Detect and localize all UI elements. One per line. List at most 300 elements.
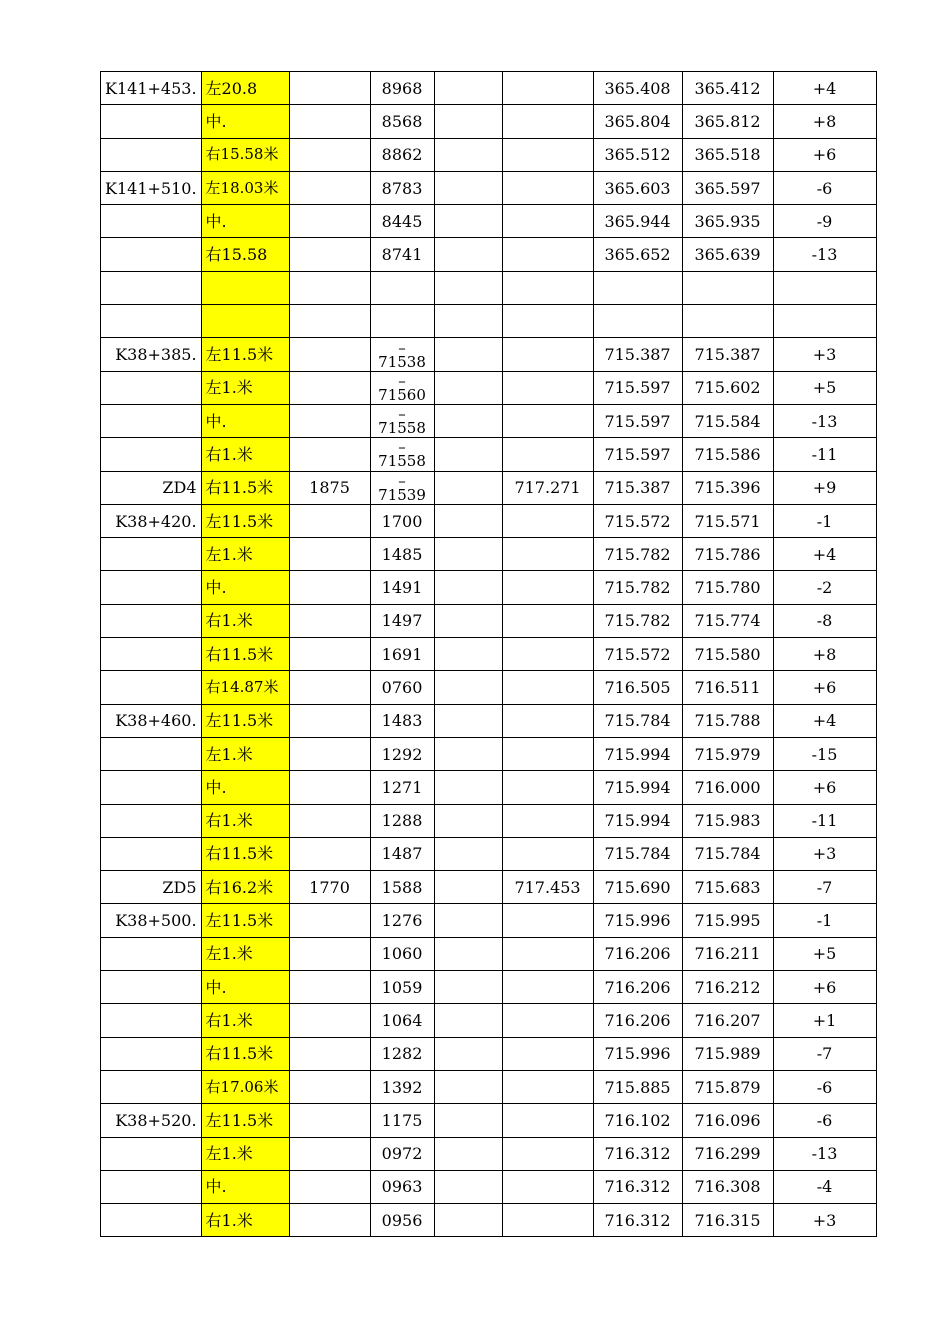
backsight-cell [289, 937, 370, 970]
backsight-cell [289, 1104, 370, 1137]
design-elevation-cell: 716.312 [593, 1204, 682, 1237]
design-elevation-cell: 715.994 [593, 804, 682, 837]
design-elevation-cell: 716.505 [593, 671, 682, 704]
blank-cell [434, 138, 502, 171]
measured-elevation-cell: 715.784 [682, 837, 773, 870]
instrument-height-cell [502, 504, 593, 537]
reading-value: 71560 [378, 385, 426, 404]
blank-cell [434, 1104, 502, 1137]
backsight-cell [289, 837, 370, 870]
measured-elevation-cell [682, 305, 773, 338]
table-row [101, 305, 877, 338]
position-cell: 左11.5米 [201, 704, 289, 737]
position-cell: 左1.米 [201, 937, 289, 970]
backsight-cell [289, 1004, 370, 1037]
station-cell: K38+460. [101, 704, 202, 737]
table-row [101, 438, 877, 471]
backsight-cell [289, 971, 370, 1004]
instrument-height-cell [502, 171, 593, 204]
blank-cell [434, 638, 502, 671]
difference-cell: -6 [773, 171, 876, 204]
table-row [101, 1170, 877, 1203]
table-row [101, 804, 877, 837]
measured-elevation-cell: 715.774 [682, 604, 773, 637]
table-row [101, 671, 877, 704]
reading-cell: 1485 [370, 538, 434, 571]
measured-elevation-cell: 365.597 [682, 171, 773, 204]
station-cell: ZD5 [101, 871, 202, 904]
reading-cell [370, 438, 434, 471]
difference-cell [773, 271, 876, 304]
measured-elevation-cell: 365.639 [682, 238, 773, 271]
design-elevation-cell: 715.690 [593, 871, 682, 904]
position-cell: 中. [201, 771, 289, 804]
table-row [101, 837, 877, 870]
blank-cell [434, 704, 502, 737]
blank-cell [434, 504, 502, 537]
instrument-height-cell [502, 271, 593, 304]
station-cell [101, 371, 202, 404]
minus-sign: – [398, 371, 406, 390]
station-cell: K38+420. [101, 504, 202, 537]
design-elevation-cell: 716.206 [593, 937, 682, 970]
reading-cell: 1175 [370, 1104, 434, 1137]
position-cell: 右11.5米 [201, 471, 289, 504]
design-elevation-cell: 715.782 [593, 571, 682, 604]
position-cell: 右11.5米 [201, 837, 289, 870]
table-row [101, 72, 877, 105]
difference-cell: +4 [773, 72, 876, 105]
table-row [101, 338, 877, 371]
table-row [101, 1070, 877, 1103]
instrument-height-cell [502, 671, 593, 704]
position-cell [201, 305, 289, 338]
design-elevation-cell: 716.312 [593, 1137, 682, 1170]
measured-elevation-cell: 715.979 [682, 737, 773, 770]
blank-cell [434, 1070, 502, 1103]
design-elevation-cell: 715.885 [593, 1070, 682, 1103]
instrument-height-cell [502, 571, 593, 604]
reading-cell [370, 471, 434, 504]
station-cell [101, 138, 202, 171]
station-cell: K38+500. [101, 904, 202, 937]
measured-elevation-cell: 365.412 [682, 72, 773, 105]
backsight-cell [289, 538, 370, 571]
reading-cell: 8783 [370, 171, 434, 204]
instrument-height-cell [502, 937, 593, 970]
blank-cell [434, 1204, 502, 1237]
backsight-cell [289, 571, 370, 604]
difference-cell: -7 [773, 1037, 876, 1070]
position-cell: 右16.2米 [201, 871, 289, 904]
difference-cell: -13 [773, 238, 876, 271]
blank-cell [434, 271, 502, 304]
table-row [101, 138, 877, 171]
difference-cell: -8 [773, 604, 876, 637]
measured-elevation-cell: 365.935 [682, 205, 773, 238]
blank-cell [434, 1170, 502, 1203]
instrument-height-cell [502, 904, 593, 937]
station-cell: K38+385. [101, 338, 202, 371]
position-cell: 右1.米 [201, 604, 289, 637]
backsight-cell [289, 771, 370, 804]
blank-cell [434, 471, 502, 504]
station-cell [101, 638, 202, 671]
position-cell: 中. [201, 404, 289, 437]
measured-elevation-cell: 715.780 [682, 571, 773, 604]
blank-cell [434, 404, 502, 437]
design-elevation-cell: 715.784 [593, 837, 682, 870]
design-elevation-cell: 715.996 [593, 904, 682, 937]
station-cell [101, 1004, 202, 1037]
reading-cell: 1487 [370, 837, 434, 870]
instrument-height-cell [502, 238, 593, 271]
difference-cell: +3 [773, 1204, 876, 1237]
station-cell [101, 1137, 202, 1170]
table-row [101, 538, 877, 571]
backsight-cell [289, 138, 370, 171]
position-cell: 中. [201, 105, 289, 138]
position-cell: 右1.米 [201, 1204, 289, 1237]
reading-cell: 0972 [370, 1137, 434, 1170]
reading-cell: 8862 [370, 138, 434, 171]
measured-elevation-cell: 715.788 [682, 704, 773, 737]
station-cell [101, 1037, 202, 1070]
blank-cell [434, 804, 502, 837]
reading-cell [370, 371, 434, 404]
station-cell [101, 771, 202, 804]
measured-elevation-cell: 715.683 [682, 871, 773, 904]
backsight-cell: 1875 [289, 471, 370, 504]
reading-cell [370, 271, 434, 304]
instrument-height-cell [502, 538, 593, 571]
backsight-cell [289, 638, 370, 671]
table-row [101, 1004, 877, 1037]
table-row [101, 471, 877, 504]
backsight-cell: 1770 [289, 871, 370, 904]
difference-cell: -11 [773, 804, 876, 837]
measured-elevation-cell: 715.586 [682, 438, 773, 471]
difference-cell: -6 [773, 1070, 876, 1103]
instrument-height-cell [502, 1004, 593, 1037]
position-cell: 左11.5米 [201, 338, 289, 371]
difference-cell: -9 [773, 205, 876, 238]
station-cell [101, 971, 202, 1004]
station-cell [101, 837, 202, 870]
difference-cell: -11 [773, 438, 876, 471]
instrument-height-cell [502, 72, 593, 105]
difference-cell: +4 [773, 704, 876, 737]
station-cell [101, 105, 202, 138]
blank-cell [434, 438, 502, 471]
table-row [101, 1104, 877, 1137]
station-cell [101, 671, 202, 704]
position-cell: 右17.06米 [201, 1070, 289, 1103]
difference-cell: +6 [773, 671, 876, 704]
design-elevation-cell: 716.206 [593, 971, 682, 1004]
measured-elevation-cell: 715.995 [682, 904, 773, 937]
station-cell [101, 1070, 202, 1103]
measured-elevation-cell: 715.879 [682, 1070, 773, 1103]
minus-sign: – [398, 405, 406, 424]
reading-cell: 0956 [370, 1204, 434, 1237]
instrument-height-cell [502, 1104, 593, 1137]
measured-elevation-cell: 365.518 [682, 138, 773, 171]
reading-cell: 1700 [370, 504, 434, 537]
minus-sign: – [398, 338, 406, 357]
instrument-height-cell [502, 737, 593, 770]
position-cell: 左11.5米 [201, 504, 289, 537]
design-elevation-cell: 715.597 [593, 438, 682, 471]
backsight-cell [289, 305, 370, 338]
station-cell [101, 305, 202, 338]
backsight-cell [289, 438, 370, 471]
instrument-height-cell [502, 205, 593, 238]
instrument-height-cell [502, 138, 593, 171]
station-cell: K141+453. [101, 72, 202, 105]
reading-cell: 1691 [370, 638, 434, 671]
design-elevation-cell: 715.996 [593, 1037, 682, 1070]
backsight-cell [289, 737, 370, 770]
reading-cell: 1491 [370, 571, 434, 604]
instrument-height-cell [502, 1070, 593, 1103]
blank-cell [434, 1037, 502, 1070]
design-elevation-cell: 715.994 [593, 737, 682, 770]
instrument-height-cell: 717.271 [502, 471, 593, 504]
station-cell [101, 1204, 202, 1237]
reading-cell: 1588 [370, 871, 434, 904]
station-cell [101, 438, 202, 471]
table-row [101, 737, 877, 770]
difference-cell: +3 [773, 837, 876, 870]
difference-cell: +6 [773, 138, 876, 171]
position-cell: 中. [201, 1170, 289, 1203]
measured-elevation-cell: 715.580 [682, 638, 773, 671]
measured-elevation-cell: 715.571 [682, 504, 773, 537]
reading-cell: 8741 [370, 238, 434, 271]
instrument-height-cell [502, 638, 593, 671]
instrument-height-cell [502, 771, 593, 804]
table-row [101, 638, 877, 671]
station-cell [101, 238, 202, 271]
design-elevation-cell: 365.944 [593, 205, 682, 238]
table-row [101, 604, 877, 637]
difference-cell: -2 [773, 571, 876, 604]
backsight-cell [289, 504, 370, 537]
table-row [101, 404, 877, 437]
table-row [101, 171, 877, 204]
position-cell: 左1.米 [201, 1137, 289, 1170]
backsight-cell [289, 1137, 370, 1170]
position-cell: 左20.8 [201, 72, 289, 105]
instrument-height-cell [502, 305, 593, 338]
blank-cell [434, 971, 502, 1004]
position-cell: 左1.米 [201, 371, 289, 404]
position-cell: 右11.5米 [201, 1037, 289, 1070]
design-elevation-cell: 715.782 [593, 538, 682, 571]
design-elevation-cell: 365.512 [593, 138, 682, 171]
backsight-cell [289, 1204, 370, 1237]
design-elevation-cell [593, 271, 682, 304]
reading-value: 71539 [378, 485, 426, 504]
measured-elevation-cell: 715.983 [682, 804, 773, 837]
backsight-cell [289, 1170, 370, 1203]
reading-cell: 0760 [370, 671, 434, 704]
difference-cell: -4 [773, 1170, 876, 1203]
station-cell [101, 404, 202, 437]
blank-cell [434, 371, 502, 404]
reading-value: 71538 [378, 352, 426, 371]
difference-cell: -7 [773, 871, 876, 904]
table-row [101, 105, 877, 138]
blank-cell [434, 305, 502, 338]
table-row [101, 937, 877, 970]
blank-cell [434, 171, 502, 204]
position-cell: 左11.5米 [201, 904, 289, 937]
design-elevation-cell: 365.603 [593, 171, 682, 204]
reading-cell: 1060 [370, 937, 434, 970]
difference-cell: +1 [773, 1004, 876, 1037]
backsight-cell [289, 404, 370, 437]
minus-sign: – [398, 471, 406, 490]
table-row [101, 504, 877, 537]
station-cell [101, 271, 202, 304]
reading-cell: 1059 [370, 971, 434, 1004]
difference-cell: +8 [773, 105, 876, 138]
difference-cell: -1 [773, 904, 876, 937]
blank-cell [434, 1004, 502, 1037]
backsight-cell [289, 671, 370, 704]
measured-elevation-cell: 715.396 [682, 471, 773, 504]
measured-elevation-cell: 716.315 [682, 1204, 773, 1237]
backsight-cell [289, 1037, 370, 1070]
backsight-cell [289, 904, 370, 937]
blank-cell [434, 871, 502, 904]
station-cell [101, 937, 202, 970]
reading-cell: 1497 [370, 604, 434, 637]
instrument-height-cell [502, 338, 593, 371]
backsight-cell [289, 72, 370, 105]
measured-elevation-cell: 716.211 [682, 937, 773, 970]
design-elevation-cell [593, 305, 682, 338]
table-row [101, 371, 877, 404]
table-row [101, 771, 877, 804]
leveling-table [100, 71, 877, 1237]
blank-cell [434, 904, 502, 937]
difference-cell [773, 305, 876, 338]
design-elevation-cell: 715.572 [593, 504, 682, 537]
position-cell: 左11.5米 [201, 1104, 289, 1137]
design-elevation-cell: 365.408 [593, 72, 682, 105]
reading-cell: 8445 [370, 205, 434, 238]
position-cell: 右1.米 [201, 804, 289, 837]
backsight-cell [289, 238, 370, 271]
instrument-height-cell [502, 1037, 593, 1070]
design-elevation-cell: 715.572 [593, 638, 682, 671]
position-cell: 右15.58 [201, 238, 289, 271]
backsight-cell [289, 171, 370, 204]
table-row [101, 205, 877, 238]
position-cell [201, 271, 289, 304]
backsight-cell [289, 371, 370, 404]
design-elevation-cell: 715.387 [593, 471, 682, 504]
position-cell: 右14.87米 [201, 671, 289, 704]
measured-elevation-cell: 715.387 [682, 338, 773, 371]
instrument-height-cell [502, 1170, 593, 1203]
blank-cell [434, 72, 502, 105]
station-cell [101, 571, 202, 604]
measured-elevation-cell: 365.812 [682, 105, 773, 138]
design-elevation-cell: 715.597 [593, 371, 682, 404]
reading-cell: 1292 [370, 737, 434, 770]
difference-cell: -13 [773, 1137, 876, 1170]
reading-cell [370, 404, 434, 437]
table-row [101, 271, 877, 304]
table-row [101, 1137, 877, 1170]
reading-value: 71558 [378, 419, 426, 438]
blank-cell [434, 837, 502, 870]
table-row [101, 571, 877, 604]
blank-cell [434, 205, 502, 238]
station-cell [101, 538, 202, 571]
measured-elevation-cell: 715.602 [682, 371, 773, 404]
position-cell: 左1.米 [201, 538, 289, 571]
difference-cell: +6 [773, 771, 876, 804]
difference-cell: +8 [773, 638, 876, 671]
backsight-cell [289, 338, 370, 371]
instrument-height-cell [502, 1204, 593, 1237]
difference-cell: -6 [773, 1104, 876, 1137]
instrument-height-cell [502, 371, 593, 404]
reading-cell: 1282 [370, 1037, 434, 1070]
instrument-height-cell [502, 704, 593, 737]
station-cell [101, 737, 202, 770]
design-elevation-cell: 716.206 [593, 1004, 682, 1037]
measured-elevation-cell: 716.207 [682, 1004, 773, 1037]
design-elevation-cell: 715.597 [593, 404, 682, 437]
reading-cell: 1483 [370, 704, 434, 737]
blank-cell [434, 538, 502, 571]
table-row [101, 971, 877, 1004]
design-elevation-cell: 715.994 [593, 771, 682, 804]
minus-sign: – [398, 438, 406, 457]
design-elevation-cell: 716.102 [593, 1104, 682, 1137]
difference-cell: +9 [773, 471, 876, 504]
station-cell [101, 804, 202, 837]
design-elevation-cell: 715.784 [593, 704, 682, 737]
station-cell: ZD4 [101, 471, 202, 504]
backsight-cell [289, 105, 370, 138]
blank-cell [434, 671, 502, 704]
reading-value: 71558 [378, 452, 426, 471]
blank-cell [434, 737, 502, 770]
measured-elevation-cell: 715.584 [682, 404, 773, 437]
backsight-cell [289, 1070, 370, 1103]
instrument-height-cell [502, 604, 593, 637]
measured-elevation-cell: 715.786 [682, 538, 773, 571]
reading-cell: 8568 [370, 105, 434, 138]
difference-cell: +3 [773, 338, 876, 371]
blank-cell [434, 1137, 502, 1170]
station-cell [101, 205, 202, 238]
difference-cell: +5 [773, 937, 876, 970]
instrument-height-cell [502, 837, 593, 870]
station-cell: K141+510. [101, 171, 202, 204]
backsight-cell [289, 271, 370, 304]
reading-cell [370, 305, 434, 338]
reading-cell: 1064 [370, 1004, 434, 1037]
backsight-cell [289, 205, 370, 238]
